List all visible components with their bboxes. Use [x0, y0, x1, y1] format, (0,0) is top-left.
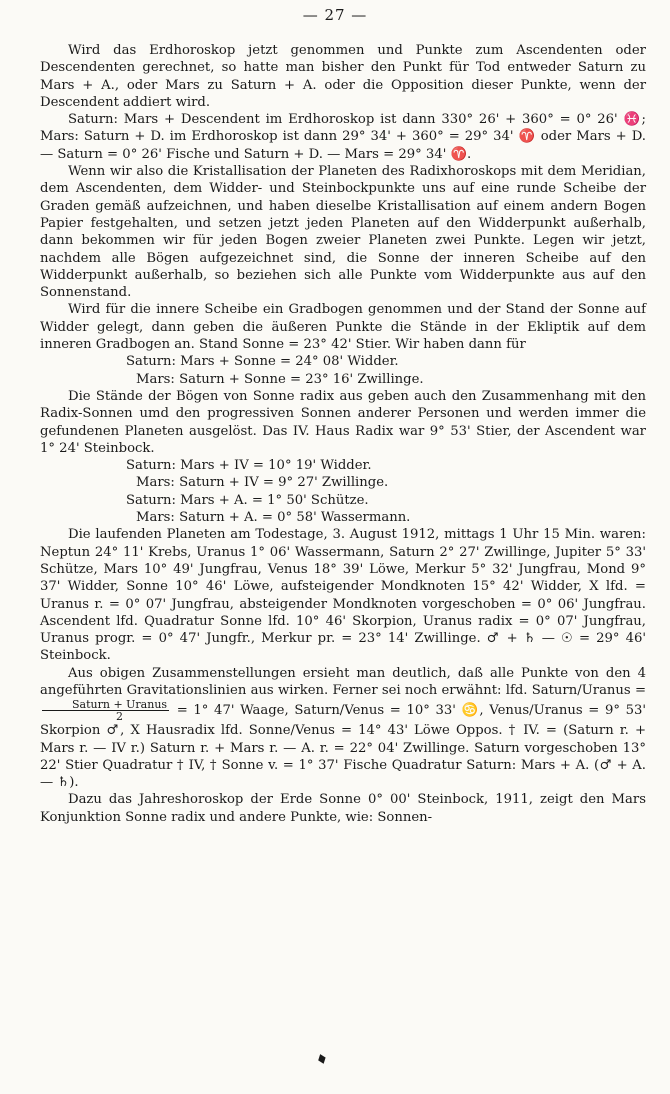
- body-text: [40, 42, 646, 826]
- list-2-item: Saturn: Mars + A. = 1° 50' Schütze.: [126, 492, 369, 508]
- list-1-item: Saturn: Mars + Sonne = 24° 08' Widder.: [126, 354, 399, 370]
- fraction-numerator: Saturn + Uranus: [42, 699, 169, 711]
- paragraph-2: Saturn: Mars + Descendent im Erdhoroskop ist dann 330° 26' + 360° = 0° 26' ♓; Mars: Saturn + D. im Erdhoroskop ist dann 29° 34' + 360° = 29° 34' ♈ oder Mars + D. — Saturn = 0° 26' Fische und Saturn + D. — Mars = 29° 34' ♈.: [40, 112, 646, 162]
- list-1-item: Mars: Saturn + Sonne = 23° 16' Zwillinge.: [136, 371, 424, 387]
- paragraph-1: Wird das Erdhoroskop jetzt genommen und Punkte zum Ascendenten oder Descendenten gerechnet, so hatte man bisher den Punkt für Tod entweder Saturn zu Mars + A., oder Mars zu Saturn + A. oder die Opposition dieser Punkte, wenn der Descendent addiert wird.: [40, 43, 646, 110]
- paragraph-5: Die Stände der Bögen von Sonne radix aus geben auch den Zusammenhang mit den Radix-Sonnen umd den progressiven Sonnen anderer Personen und werden immer die gefundenen Planeten ausgelöst. Das IV. Haus Radix war 9° 53' Stier, der Ascendent war 1° 24' Steinbock.: [40, 388, 646, 456]
- page-number: — 27 —: [302, 6, 368, 24]
- fraction: [42, 699, 169, 722]
- fraction-denominator: 2: [116, 710, 124, 724]
- stray-ink-mark: ♦: [313, 1050, 331, 1070]
- list-2-item: Mars: Saturn + IV = 9° 27' Zwillinge.: [136, 475, 389, 491]
- paragraph-6: Die laufenden Planeten am Todestage, 3. August 1912, mittags 1 Uhr 15 Min. waren: Neptun 24° 11' Krebs, Uranus 1° 06' Wassermann, Saturn 2° 27' Zwillinge, Jupiter 5° 33' Schütze, Mars 10° 49' Jungfrau, Venus 18° 39' Löwe, Merkur 5° 32' Jungfrau, Mond 9° 37' Widder, Sonne 10° 46' Löwe, aufsteigender Mondknoten 15° 42' Widder, X lfd. = Uranus r. = 0° 07' Jungfrau, absteigender Mondknoten vorgeschoben = 0° 06' Jungfrau. Ascendent lfd. Quadratur Sonne lfd. 10° 46' Skorpion, Uranus radix = 0° 07' Jungfrau, Uranus progr. = 0° 47' Jungfr., Merkur pr. = 23° 14' Zwillinge. ♂ + ♄ — ☉ = 29° 46' Steinbock.: [40, 527, 646, 664]
- paragraph-7-end: = 1° 47' Waage, Saturn/Venus = 10° 33' ♋, Venus/Uranus = 9° 53' Skorpion ♂, X Hausradix lfd. Sonne/Venus = 14° 43' Löwe Oppos. † IV. = (Saturn r. + Mars r. — IV r.) Saturn r. + Mars r. — A. r. = 22° 04' Zwillinge. Saturn vorgeschoben 13° 22' Stier Quadratur † IV, † Sonne v. = 1° 37' Fische Quadratur Saturn: Mars + A. (♂ + A. — ♄).: [40, 703, 646, 791]
- list-2-item: Saturn: Mars + IV = 10° 19' Widder.: [126, 458, 372, 474]
- paragraph-7: [40, 665, 646, 792]
- list-2-item: Mars: Saturn + A. = 0° 58' Wassermann.: [136, 510, 411, 526]
- paragraph-7-start: Aus obigen Zusammenstellungen ersieht man deutlich, daß alle Punkte von den 4 angeführten Gravitationslinien aus wirken. Ferner sei noch erwähnt: lfd. Saturn/Uranus =: [40, 665, 646, 698]
- paragraph-3: Wenn wir also die Kristallisation der Planeten des Radixhoroskops mit dem Meridian, dem Ascendenten, dem Widder- und Steinbockpunkte uns auf eine runde Scheibe der Graden gemäß aufzeichnen, und haben dieselbe Kristallisation auf einem andern Bogen Papier festgehalten, und setzen jetzt jeden Planeten auf den Widderpunkt außerhalb, dann bekommen wir für jeden Bogen zweier Planeten zwei Punkte. Legen wir jetzt, nachdem alle Bögen aufgezeichnet sind, die Sonne der inneren Scheibe auf den Widderpunkt außerhalb, so beziehen sich alle Punkte vom Widderpunkte aus auf den Sonnenstand.: [40, 164, 646, 301]
- paragraph-4: Wird für die innere Scheibe ein Gradbogen genommen und der Stand der Sonne auf Widder gelegt, dann geben die äußeren Punkte die Stände in der Ekliptik auf dem inneren Gradbogen an. Stand Sonne = 23° 42' Stier. Wir haben dann für: [40, 302, 646, 353]
- paragraph-8: Dazu das Jahreshoroskop der Erde Sonne 0° 00' Steinbock, 1911, zeigt den Mars Konjunktion Sonne radix und andere Punkte, wie: Sonnen-: [40, 792, 646, 825]
